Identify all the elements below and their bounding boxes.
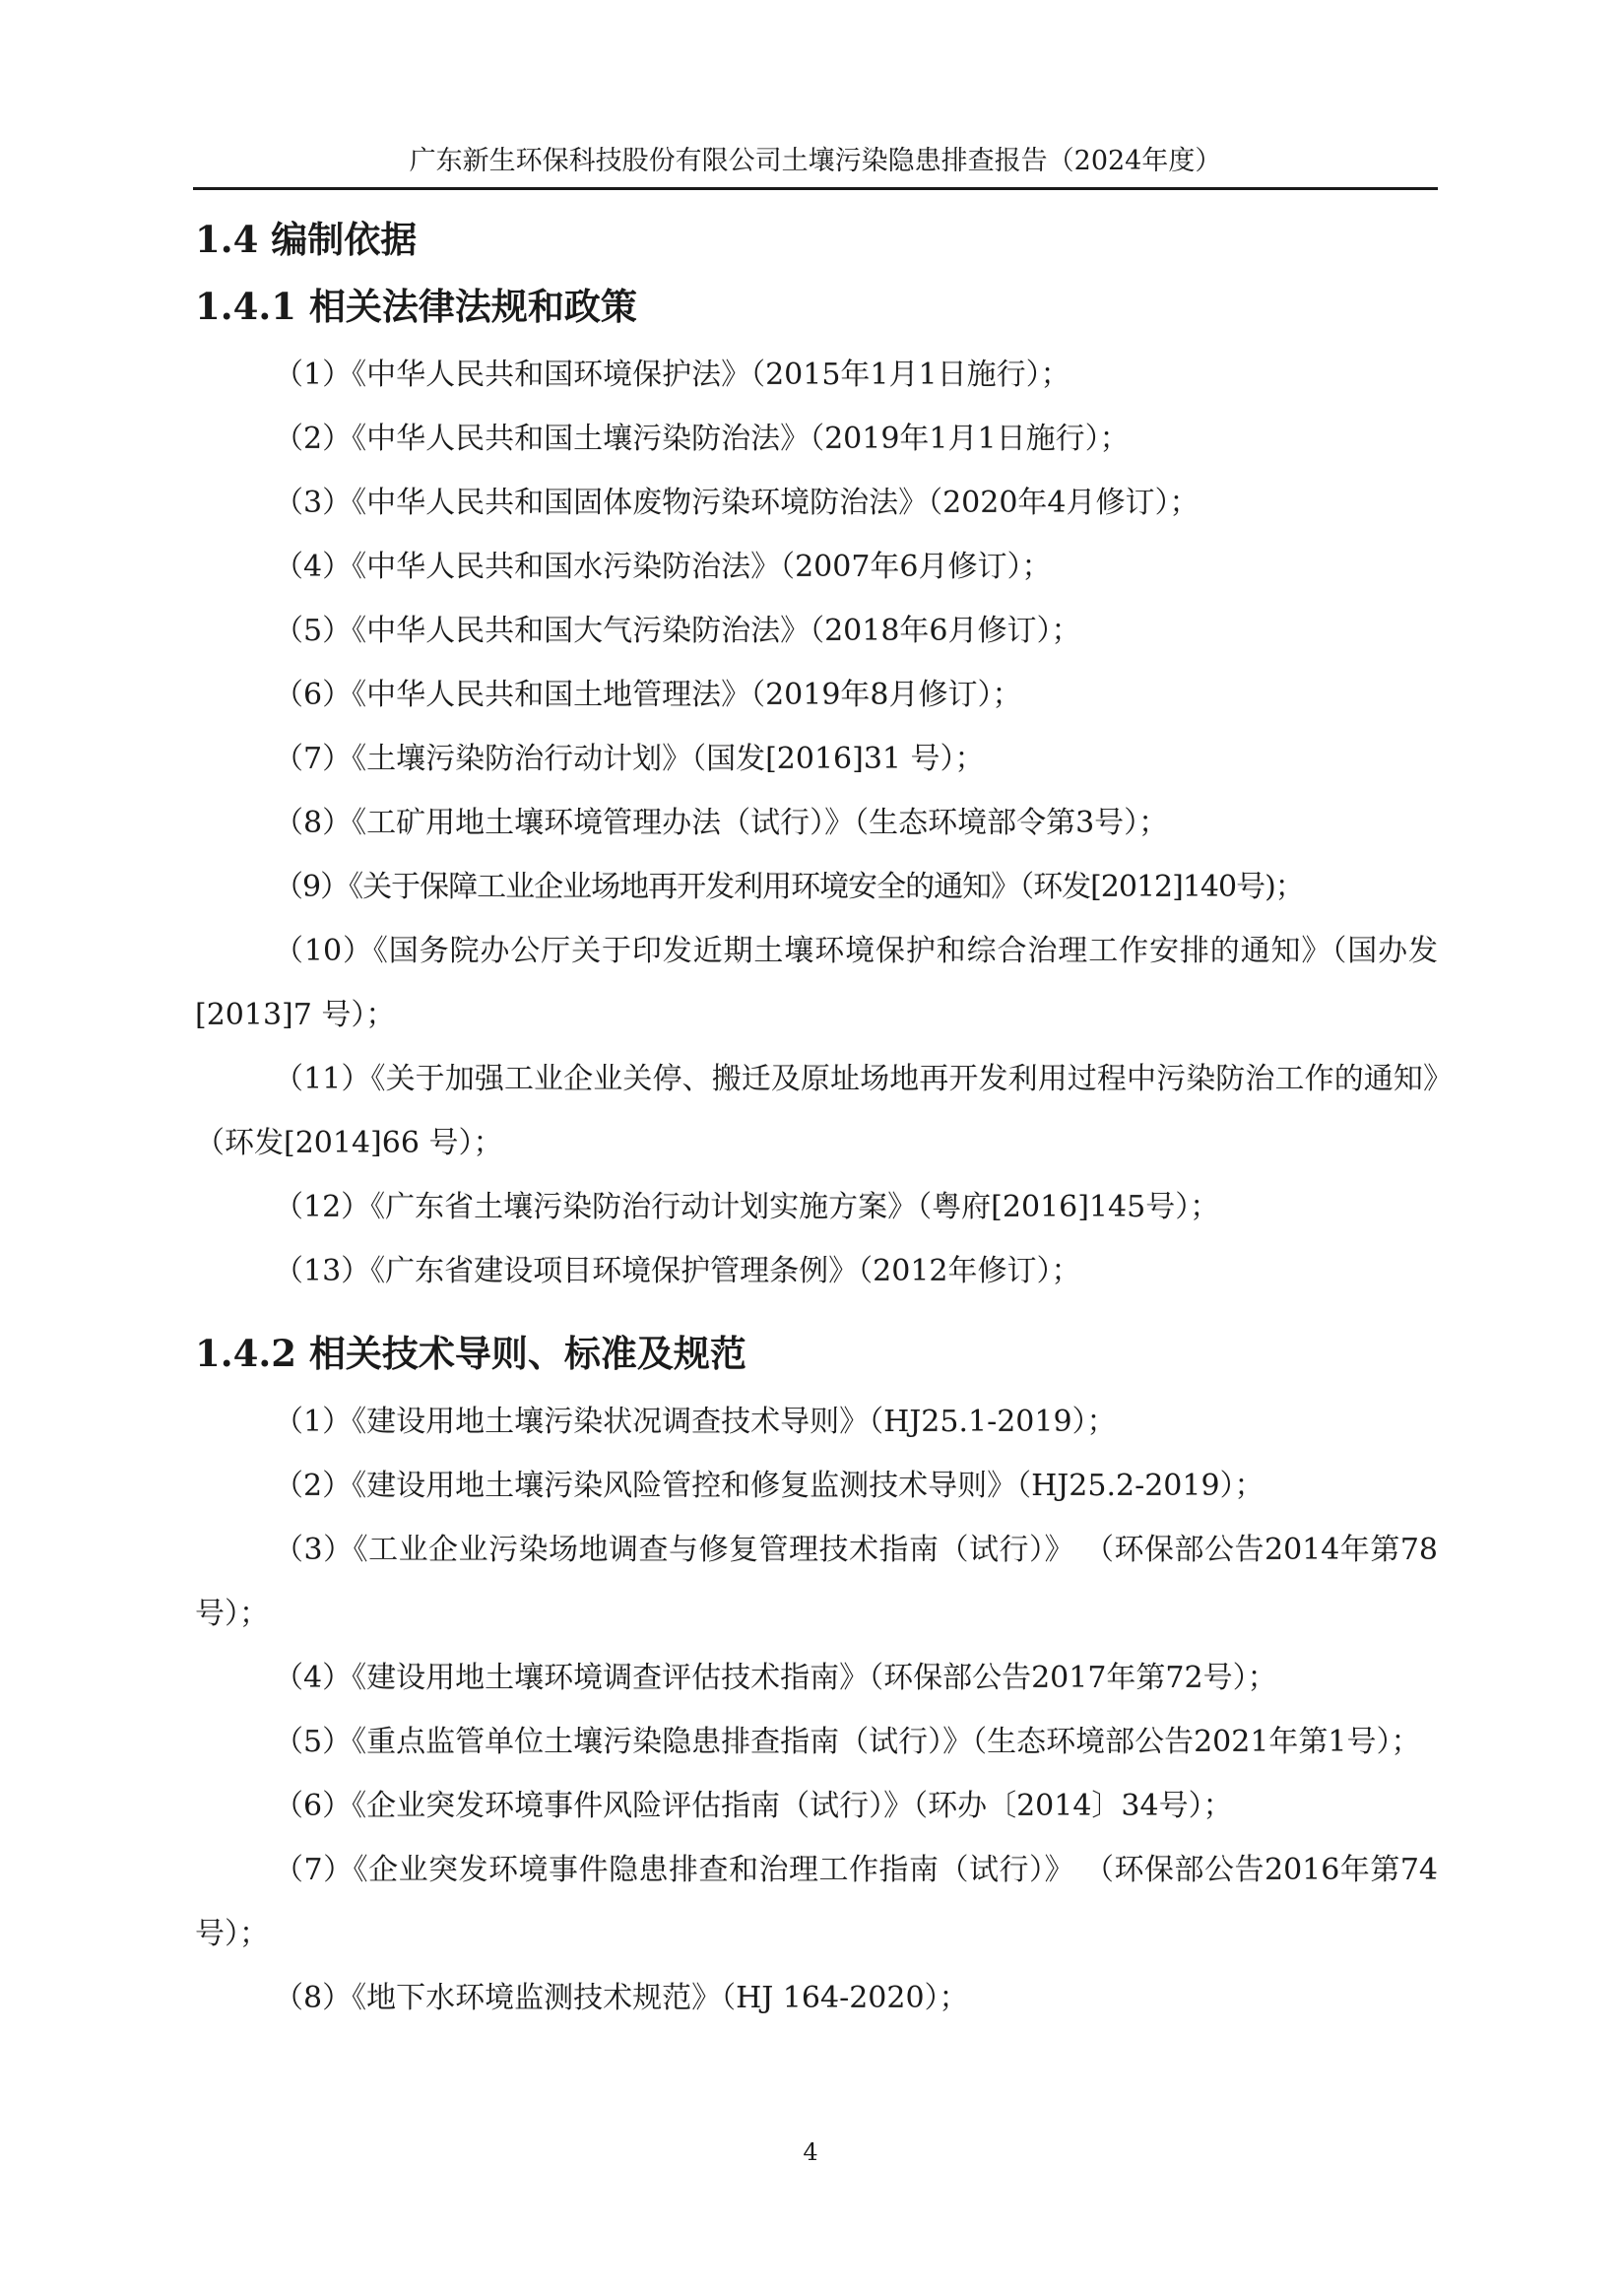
list-item: （6）《中华人民共和国土地管理法》（2019年8月修订）；	[274, 678, 1022, 712]
list-item: （8）《地下水环境监测技术规范》（HJ 164-2020）；	[274, 1981, 969, 2015]
list-item: （8）《工矿用地土壤环境管理办法（试行）》（生态环境部令第3号）；	[274, 806, 1169, 840]
laws-list	[195, 343, 1438, 1303]
list-item: （3）《中华人民共和国固体废物污染环境防治法》（2020年4月修订）；	[274, 486, 1200, 520]
list-item: （1）《中华人民共和国环境保护法》（2015年1月1日施行）；	[274, 358, 1070, 392]
document-body	[195, 203, 1438, 2030]
list-item: （3）《工业企业污染场地调查与修复管理技术指南（试行）》 （环保部公告2014年第78 号）；	[195, 1533, 1438, 1631]
list-item: （10）《国务院办公厅关于印发近期土壤环境保护和综合治理工作安排的通知》（国办发[2013]7 号）；	[195, 934, 1438, 1032]
list-item: （4）《建设用地土壤环境调查评估技术指南》（环保部公告2017年第72号）；	[274, 1661, 1277, 1695]
list-item: （7）《土壤污染防治行动计划》（国发[2016]31 号）；	[274, 742, 985, 776]
header-divider	[193, 187, 1438, 190]
standards-list	[195, 1390, 1438, 2030]
page-header: 广东新生环保科技股份有限公司土壤污染隐患排查报告（2024年度）	[409, 146, 1222, 176]
page-number: 4	[803, 2138, 818, 2166]
list-item: （2）《建设用地土壤污染风险管控和修复监测技术导则》（HJ25.2-2019）；	[274, 1469, 1264, 1503]
subsection-heading-1-4-2: 1.4.2 相关技术导则、标准及规范	[195, 1332, 746, 1375]
subsection-heading-1-4-1: 1.4.1 相关法律法规和政策	[195, 285, 637, 328]
list-item: （12）《广东省土壤污染防治行动计划实施方案》（粤府[2016]145号）；	[274, 1190, 1220, 1224]
list-item: （13）《广东省建设项目环境保护管理条例》（2012年修订）；	[274, 1254, 1081, 1288]
list-item: （1）《建设用地土壤污染状况调查技术导则》（HJ25.1-2019）；	[274, 1405, 1117, 1439]
list-item: （5）《中华人民共和国大气污染防治法》（2018年6月修订）；	[274, 614, 1081, 648]
list-item: （9）《关于保障工业企业场地再开发利用环境安全的通知》（环发[2012]140号)；	[274, 870, 1304, 904]
section-heading-1-4: 1.4 编制依据	[195, 218, 418, 261]
list-item: （2）《中华人民共和国土壤污染防治法》（2019年1月1日施行）；	[274, 422, 1130, 456]
list-item: （5）《重点监管单位土壤污染隐患排查指南（试行）》（生态环境部公告2021年第1号）；	[274, 1725, 1421, 1759]
list-item: （4）《中华人民共和国水污染防治法》（2007年6月修订）；	[274, 550, 1052, 584]
list-item: （7）《企业突发环境事件隐患排查和治理工作指南（试行）》 （环保部公告2016年第74 号）；	[195, 1853, 1438, 1951]
list-item: （6）《企业突发环境事件风险评估指南（试行）》（环办〔2014〕34号）；	[274, 1789, 1233, 1823]
list-item: （11）《关于加强工业企业关停、搬迁及原址场地再开发利用过程中污染防治工作的通知》（环发[2014]66 号）；	[195, 1062, 1438, 1160]
